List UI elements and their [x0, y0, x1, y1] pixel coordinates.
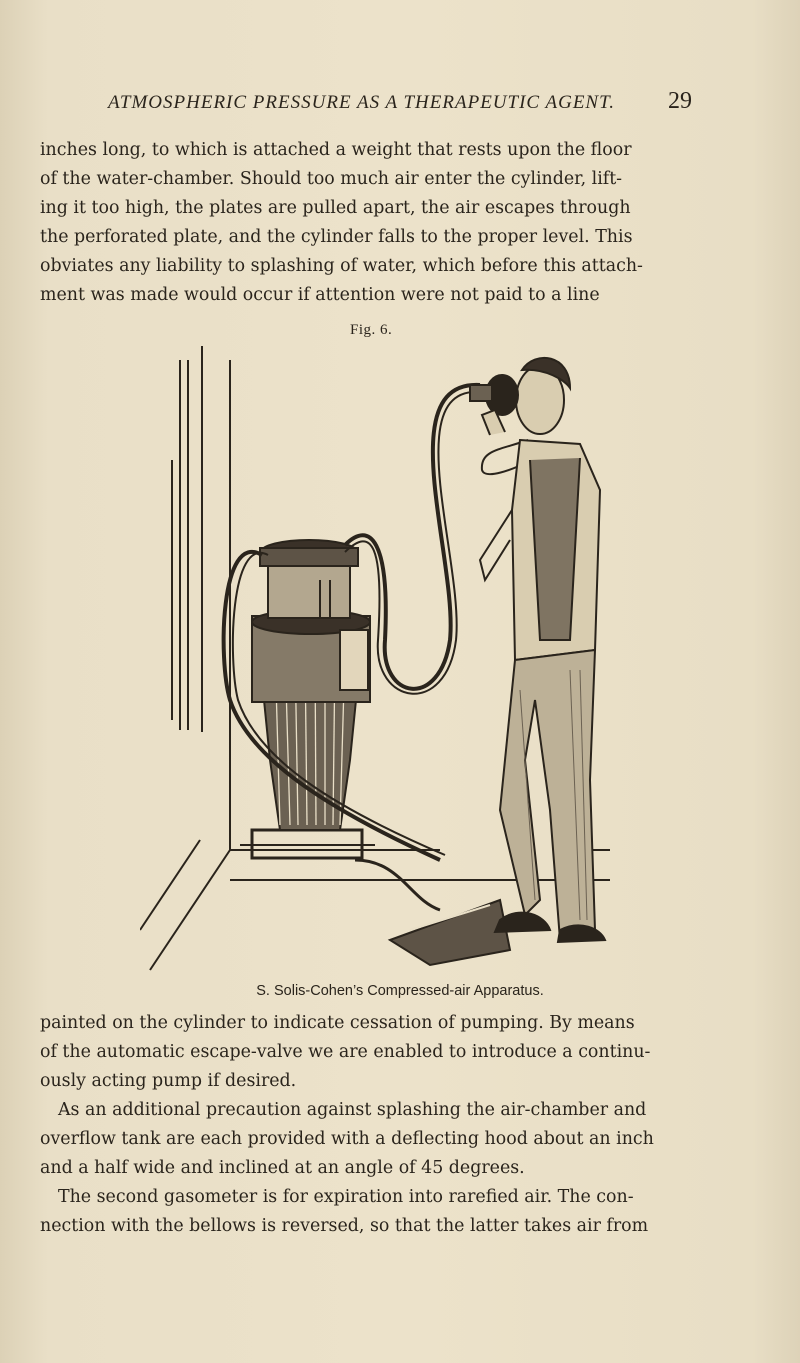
- engraving-compressed-air-apparatus-icon: [140, 340, 620, 980]
- text-line: of the water-chamber. Should too much air enter the cylinder, lift-: [40, 169, 623, 189]
- figure-caption: S. Solis-Cohen’s Compressed-air Apparatus.: [256, 983, 544, 999]
- text-line: ously acting pump if desired.: [40, 1071, 297, 1091]
- running-title: ATMOSPHERIC PRESSURE AS A THERAPEUTIC AGENT.: [108, 92, 616, 113]
- text-line: nection with the bellows is reversed, so that the latter takes air from: [40, 1216, 649, 1236]
- text-line: overflow tank are each provided with a deflecting hood about an inch: [40, 1129, 654, 1149]
- text-line: ing it too high, the plates are pulled apart, the air escapes through: [40, 198, 631, 218]
- paragraph-3: [40, 1183, 700, 1241]
- figure-label: Fig. 6.: [350, 322, 393, 338]
- text-line: of the automatic escape-valve we are enabled to introduce a continu-: [40, 1042, 651, 1062]
- paragraph-2: [40, 1096, 700, 1183]
- text-line: and a half wide and inclined at an angle of 45 degrees.: [40, 1158, 525, 1178]
- text-line: ment was made would occur if attention were not paid to a line: [40, 285, 600, 305]
- text-line: As an additional precaution against splashing the air-chamber and: [58, 1100, 647, 1120]
- text-line: obviates any liability to splashing of water, which before this attach-: [40, 256, 643, 276]
- text-line: inches long, to which is attached a weight that rests upon the floor: [40, 140, 632, 160]
- paragraph-1: [40, 1009, 700, 1096]
- text-line: the perforated plate, and the cylinder falls to the proper level. This: [40, 227, 633, 247]
- page-number: 29: [668, 88, 692, 114]
- text-line: painted on the cylinder to indicate cessation of pumping. By means: [40, 1013, 635, 1033]
- top-paragraph: [40, 136, 700, 310]
- text-line: The second gasometer is for expiration into rarefied air. The con-: [58, 1187, 634, 1207]
